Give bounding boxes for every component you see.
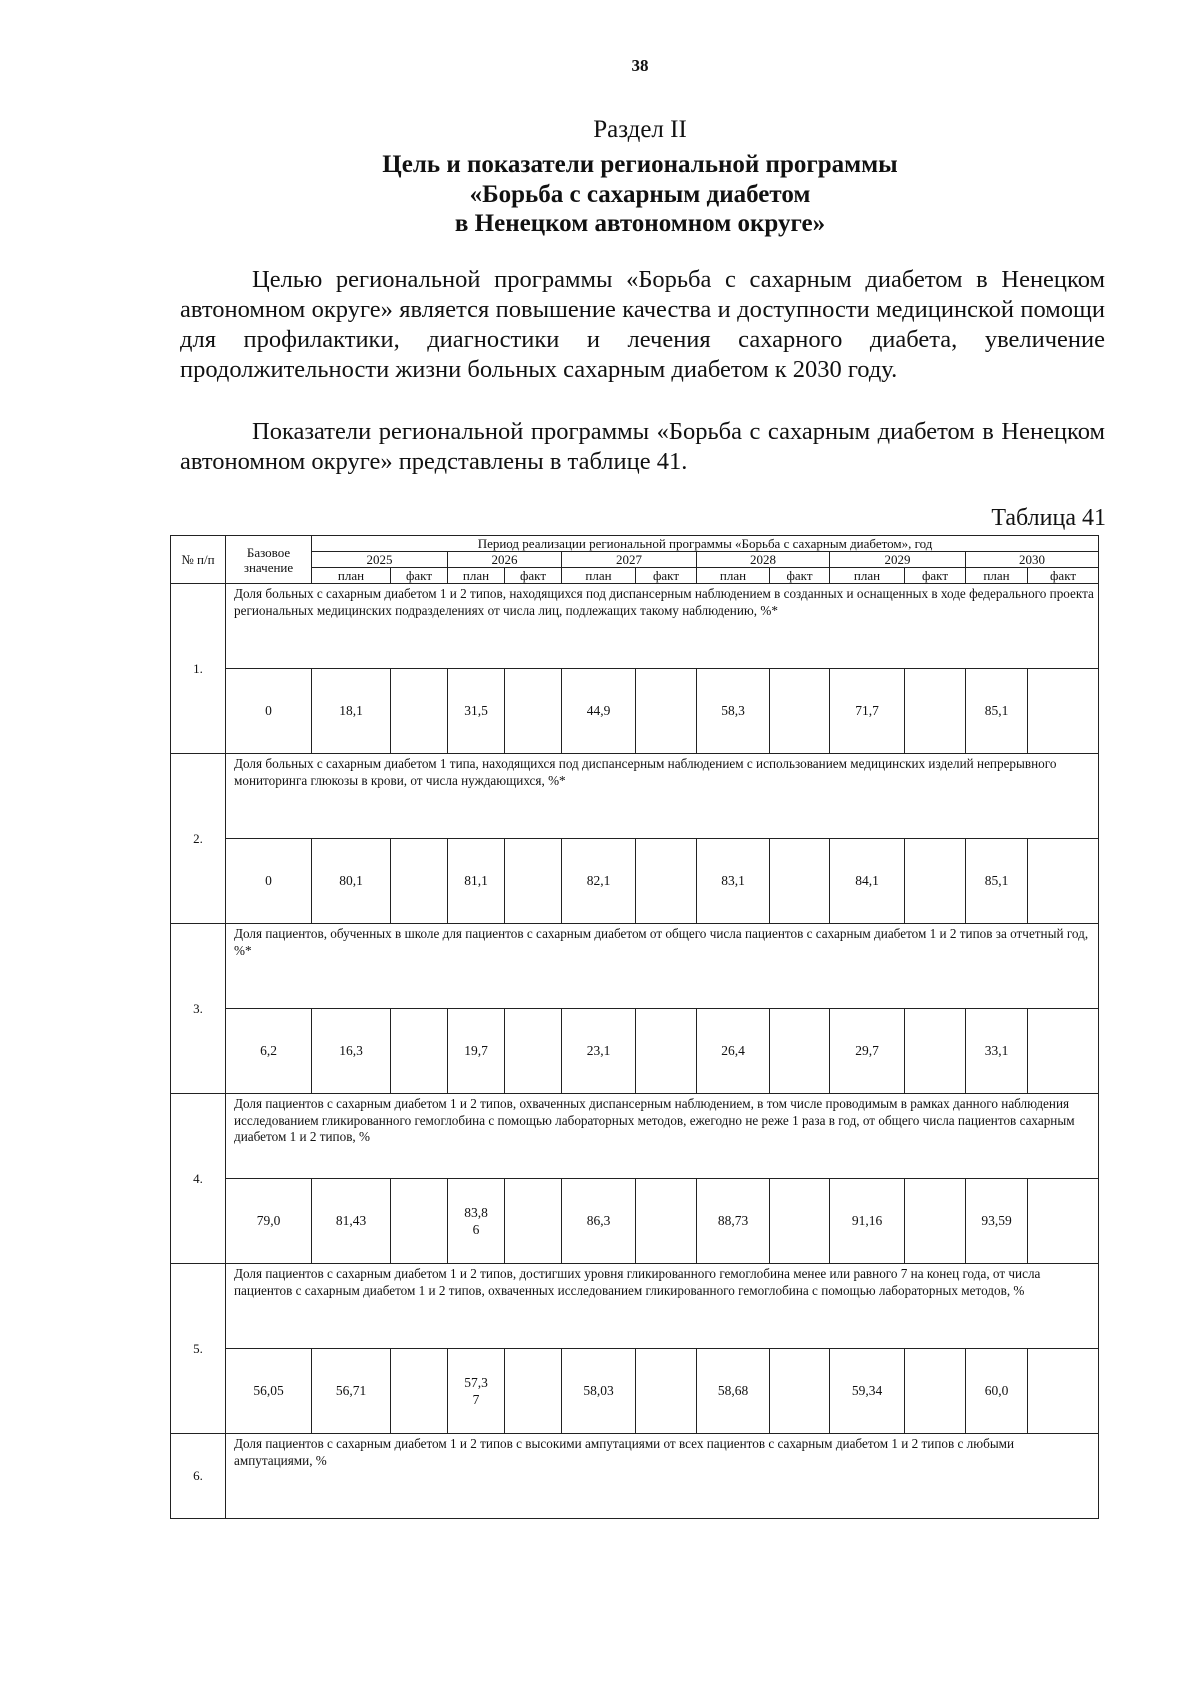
header-plan: план [562,568,636,584]
plan-value: 58,68 [697,1349,770,1434]
plan-value [448,1349,505,1434]
heading-line: Цель и показатели региональной программы [382,151,898,178]
fact-value [905,669,966,754]
plan-value: 23,1 [562,1009,636,1094]
table-row [171,584,1099,669]
fact-value [1028,1009,1099,1094]
plan-value: 60,0 [966,1349,1028,1434]
fact-value [636,1179,697,1264]
plan-value: 85,1 [966,669,1028,754]
plan-value: 44,9 [562,669,636,754]
header-plan: план [830,568,905,584]
fact-value [391,669,448,754]
fact-value [391,1009,448,1094]
fact-value [905,839,966,924]
header-year: 2026 [448,552,562,568]
plan-value [448,1179,505,1264]
fact-value [905,1009,966,1094]
table-row [171,1349,1099,1434]
plan-value: 86,3 [562,1179,636,1264]
plan-value: 59,34 [830,1349,905,1434]
header-year: 2027 [562,552,697,568]
header-plan: план [448,568,505,584]
table-row [171,839,1099,924]
row-number: 1. [171,584,226,754]
header-plan: план [966,568,1028,584]
fact-value [905,1179,966,1264]
table-row [171,1094,1099,1179]
header-year: 2029 [830,552,966,568]
heading-line: в Ненецком автономном округе» [454,210,826,237]
fact-value [391,839,448,924]
plan-value-text: 57,37 [464,1375,488,1407]
fact-value [770,1009,830,1094]
section-title: Раздел II [593,116,687,143]
fact-value [505,1009,562,1094]
header-fact: факт [636,568,697,584]
plan-value: 84,1 [830,839,905,924]
fact-value [770,669,830,754]
table-row [171,1179,1099,1264]
table-caption: Таблица 41 [991,505,1106,531]
indicator-description: Доля пациентов с сахарным диабетом 1 и 2 типов, охваченных диспансерным наблюдением, в том числе проводимым в рамках данного наблюдения исследованием гликированного гемоглобина с помощью лабораторных методов, ежегодно не реже 1 раза в год, от общего числа пациентов сахарным диабетом 1 и 2 типов, % [226,1094,1099,1179]
plan-value: 85,1 [966,839,1028,924]
header-fact: факт [505,568,562,584]
plan-value: 93,59 [966,1179,1028,1264]
fact-value [505,839,562,924]
row-number: 3. [171,924,226,1094]
paragraph-indicators-text: Показатели региональной программы «Борьба с сахарным диабетом в Ненецком автономном округе» представлены в таблице 41. [180,418,1105,475]
header-fact: факт [391,568,448,584]
row-number: 5. [171,1264,226,1434]
fact-value [636,1009,697,1094]
row-number: 4. [171,1094,226,1264]
fact-value [1028,669,1099,754]
fact-value [1028,839,1099,924]
paragraph-indicators [180,417,1105,477]
heading-line: «Борьба с сахарным диабетом [469,180,811,208]
plan-value: 16,3 [312,1009,391,1094]
fact-value [1028,1179,1099,1264]
indicator-description: Доля пациентов с сахарным диабетом 1 и 2 типов с высокими ампутациями от всех пациентов с сахарным диабетом 1 и 2 типов с любыми ампутациями, % [226,1434,1099,1519]
row-number: 6. [171,1434,226,1519]
fact-value [770,1179,830,1264]
header-number: № п/п [171,536,226,584]
table-row [171,924,1099,1009]
fact-value [391,1179,448,1264]
base-value: 0 [226,669,312,754]
table-row [171,1009,1099,1094]
fact-value [636,1349,697,1434]
plan-value: 83,1 [697,839,770,924]
header-year: 2028 [697,552,830,568]
base-value: 56,05 [226,1349,312,1434]
plan-value: 19,7 [448,1009,505,1094]
fact-value [505,669,562,754]
header-plan: план [312,568,391,584]
header-plan: план [697,568,770,584]
document-heading [0,150,1200,239]
plan-value: 29,7 [830,1009,905,1094]
plan-value: 82,1 [562,839,636,924]
header-fact: факт [770,568,830,584]
fact-value [905,1349,966,1434]
table-row [171,1434,1099,1519]
base-value: 0 [226,839,312,924]
plan-value: 91,16 [830,1179,905,1264]
paragraph-goal [180,265,1105,385]
fact-value [770,1349,830,1434]
plan-value: 81,1 [448,839,505,924]
plan-value: 33,1 [966,1009,1028,1094]
plan-value-text: 83,86 [464,1205,488,1237]
indicator-description: Доля больных с сахарным диабетом 1 типа, находящихся под диспансерным наблюдением с использованием медицинских изделий непрерывного мониторинга глюкозы в крови, от числа нуждающихся, %* [226,754,1099,839]
fact-value [505,1349,562,1434]
indicators-table [170,535,1099,1519]
fact-value [391,1349,448,1434]
fact-value [636,839,697,924]
table-row [171,754,1099,839]
table-row [171,669,1099,754]
header-fact: факт [905,568,966,584]
plan-value: 88,73 [697,1179,770,1264]
plan-value: 58,3 [697,669,770,754]
plan-value: 56,71 [312,1349,391,1434]
plan-value: 26,4 [697,1009,770,1094]
plan-value: 80,1 [312,839,391,924]
fact-value [770,839,830,924]
fact-value [1028,1349,1099,1434]
header-base-value: Базовое значение [226,536,312,584]
table-row [171,1264,1099,1349]
plan-value: 18,1 [312,669,391,754]
plan-value: 58,03 [562,1349,636,1434]
header-period: Период реализации региональной программы «Борьба с сахарным диабетом», год [312,536,1099,552]
fact-value [505,1179,562,1264]
header-year: 2025 [312,552,448,568]
fact-value [636,669,697,754]
base-value: 79,0 [226,1179,312,1264]
plan-value: 71,7 [830,669,905,754]
plan-value: 81,43 [312,1179,391,1264]
paragraph-goal-text: Целью региональной программы «Борьба с сахарным диабетом в Ненецком автономном округе» является повышение качества и доступности медицинской помощи для профилактики, диагностики и лечения сахарного диабета, увеличение продолжительности жизни больных сахарным диабетом к 2030 году. [180,266,1105,383]
indicator-description: Доля больных с сахарным диабетом 1 и 2 типов, находящихся под диспансерным наблюдением в созданных и оснащенных в ходе федерального проекта региональных медицинских подразделениях от числа лиц, подлежащих такому наблюдению, %* [226,584,1099,669]
row-number: 2. [171,754,226,924]
indicator-description: Доля пациентов с сахарным диабетом 1 и 2 типов, достигших уровня гликированного гемоглобина менее или равного 7 на конец года, от числа пациентов с сахарным диабетом 1 и 2 типов, охваченных исследованием гликированного гемоглобина с помощью лабораторных методов, % [226,1264,1099,1349]
plan-value: 31,5 [448,669,505,754]
header-fact: факт [1028,568,1099,584]
page-number: 38 [631,56,649,75]
base-value: 6,2 [226,1009,312,1094]
header-year: 2030 [966,552,1099,568]
indicator-description: Доля пациентов, обученных в школе для пациентов с сахарным диабетом от общего числа пациентов с сахарным диабетом 1 и 2 типов за отчетный год, %* [226,924,1099,1009]
